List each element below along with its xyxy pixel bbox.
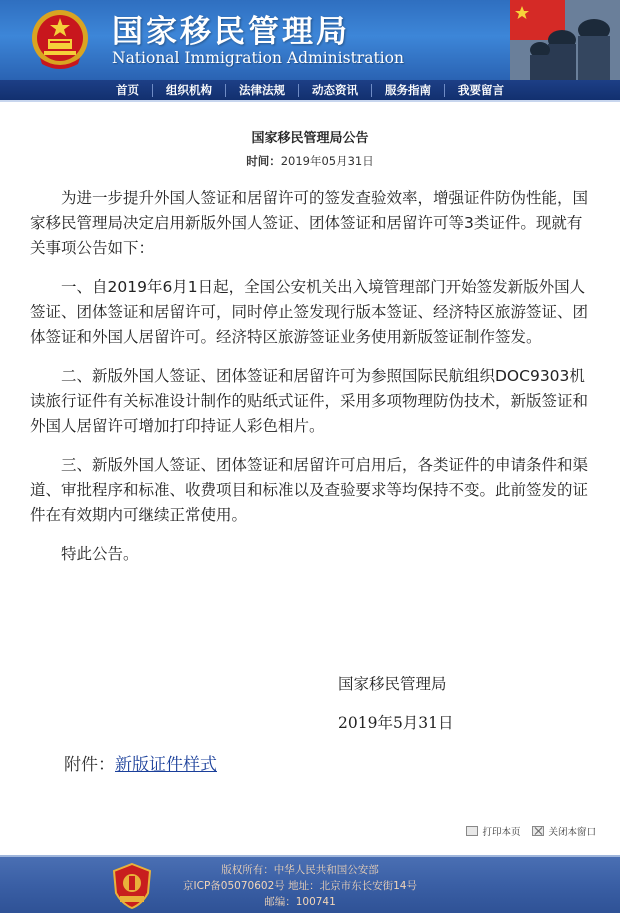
close-label: 关闭本窗口 xyxy=(548,827,596,838)
attachment-label: 附件： xyxy=(64,755,115,775)
article-title: 国家移民管理局公告 xyxy=(251,131,369,146)
nav-item-services[interactable]: 服务指南 xyxy=(372,84,445,97)
footer xyxy=(0,855,620,913)
nav-item-laws[interactable]: 法律法规 xyxy=(226,84,299,97)
close-window-button[interactable] xyxy=(532,824,596,838)
attachment xyxy=(64,750,217,775)
paragraph-closing: 特此公告。 xyxy=(61,545,139,563)
signature-organization: 国家移民管理局 xyxy=(338,675,447,693)
printer-icon xyxy=(466,826,478,836)
time-value: 2019年05月31日 xyxy=(280,154,374,168)
nav-item-news[interactable]: 动态资讯 xyxy=(299,84,372,97)
article-body xyxy=(30,186,596,581)
honor-guard-image xyxy=(510,0,620,80)
paragraph-item-1: 一、自2019年6月1日起，全国公安机关出入境管理部门开始签发新版外国人签证、团体签证和居留许可，同时停止签发现行版本签证、经济特区旅游签证、团体签证和外国人居留许可。经济特区旅游签证业务使用新版签证制作签发。 xyxy=(30,278,589,346)
site-title-en: National Immigration Administration xyxy=(112,49,404,67)
paragraph-item-2: 二、新版外国人签证、团体签证和居留许可为参照国际民航组织DOC9303机读旅行证件有关标准设计制作的贴纸式证件，采用多项物理防伪技术，新版签证和外国人居留许可增加打印持证人彩色相片。 xyxy=(30,367,589,435)
site-title-cn: 国家移民管理局 xyxy=(112,14,350,50)
signature-date: 2019年5月31日 xyxy=(338,714,454,732)
article-time xyxy=(0,153,620,169)
header-banner xyxy=(0,0,620,80)
footer-copyright: 版权所有：中华人民共和国公安部 xyxy=(221,864,379,876)
police-badge-icon xyxy=(112,863,152,909)
footer-info xyxy=(160,862,440,910)
time-label: 时间： xyxy=(246,154,281,168)
nav-item-message[interactable]: 我要留言 xyxy=(458,82,504,97)
close-icon xyxy=(532,826,544,836)
national-emblem-icon xyxy=(30,8,90,70)
print-label: 打印本页 xyxy=(482,827,521,838)
main-nav xyxy=(0,80,620,102)
paragraph-item-3: 三、新版外国人签证、团体签证和居留许可启用后，各类证件的申请条件和渠道、审批程序和标准、收费项目和标准以及查验要求等均保持不变。此前签发的证件在有效期内可继续正常使用。 xyxy=(30,456,589,524)
attachment-link[interactable]: 新版证件样式 xyxy=(115,755,217,775)
footer-icp-address: 京ICP备05070602号 地址：北京市东长安街14号 xyxy=(183,880,417,892)
print-page-button[interactable] xyxy=(466,824,520,838)
paragraph-intro: 为进一步提升外国人签证和居留许可的签发查验效率，增强证件防伪性能，国家移民管理局决定启用新版外国人签证、团体签证和居留许可等3类证件。现就有关事项公告如下： xyxy=(30,189,589,257)
nav-item-home[interactable]: 首页 xyxy=(103,84,153,97)
footer-postcode: 邮编：100741 xyxy=(264,896,336,908)
nav-item-organization[interactable]: 组织机构 xyxy=(153,84,226,97)
page-tools xyxy=(466,824,596,838)
